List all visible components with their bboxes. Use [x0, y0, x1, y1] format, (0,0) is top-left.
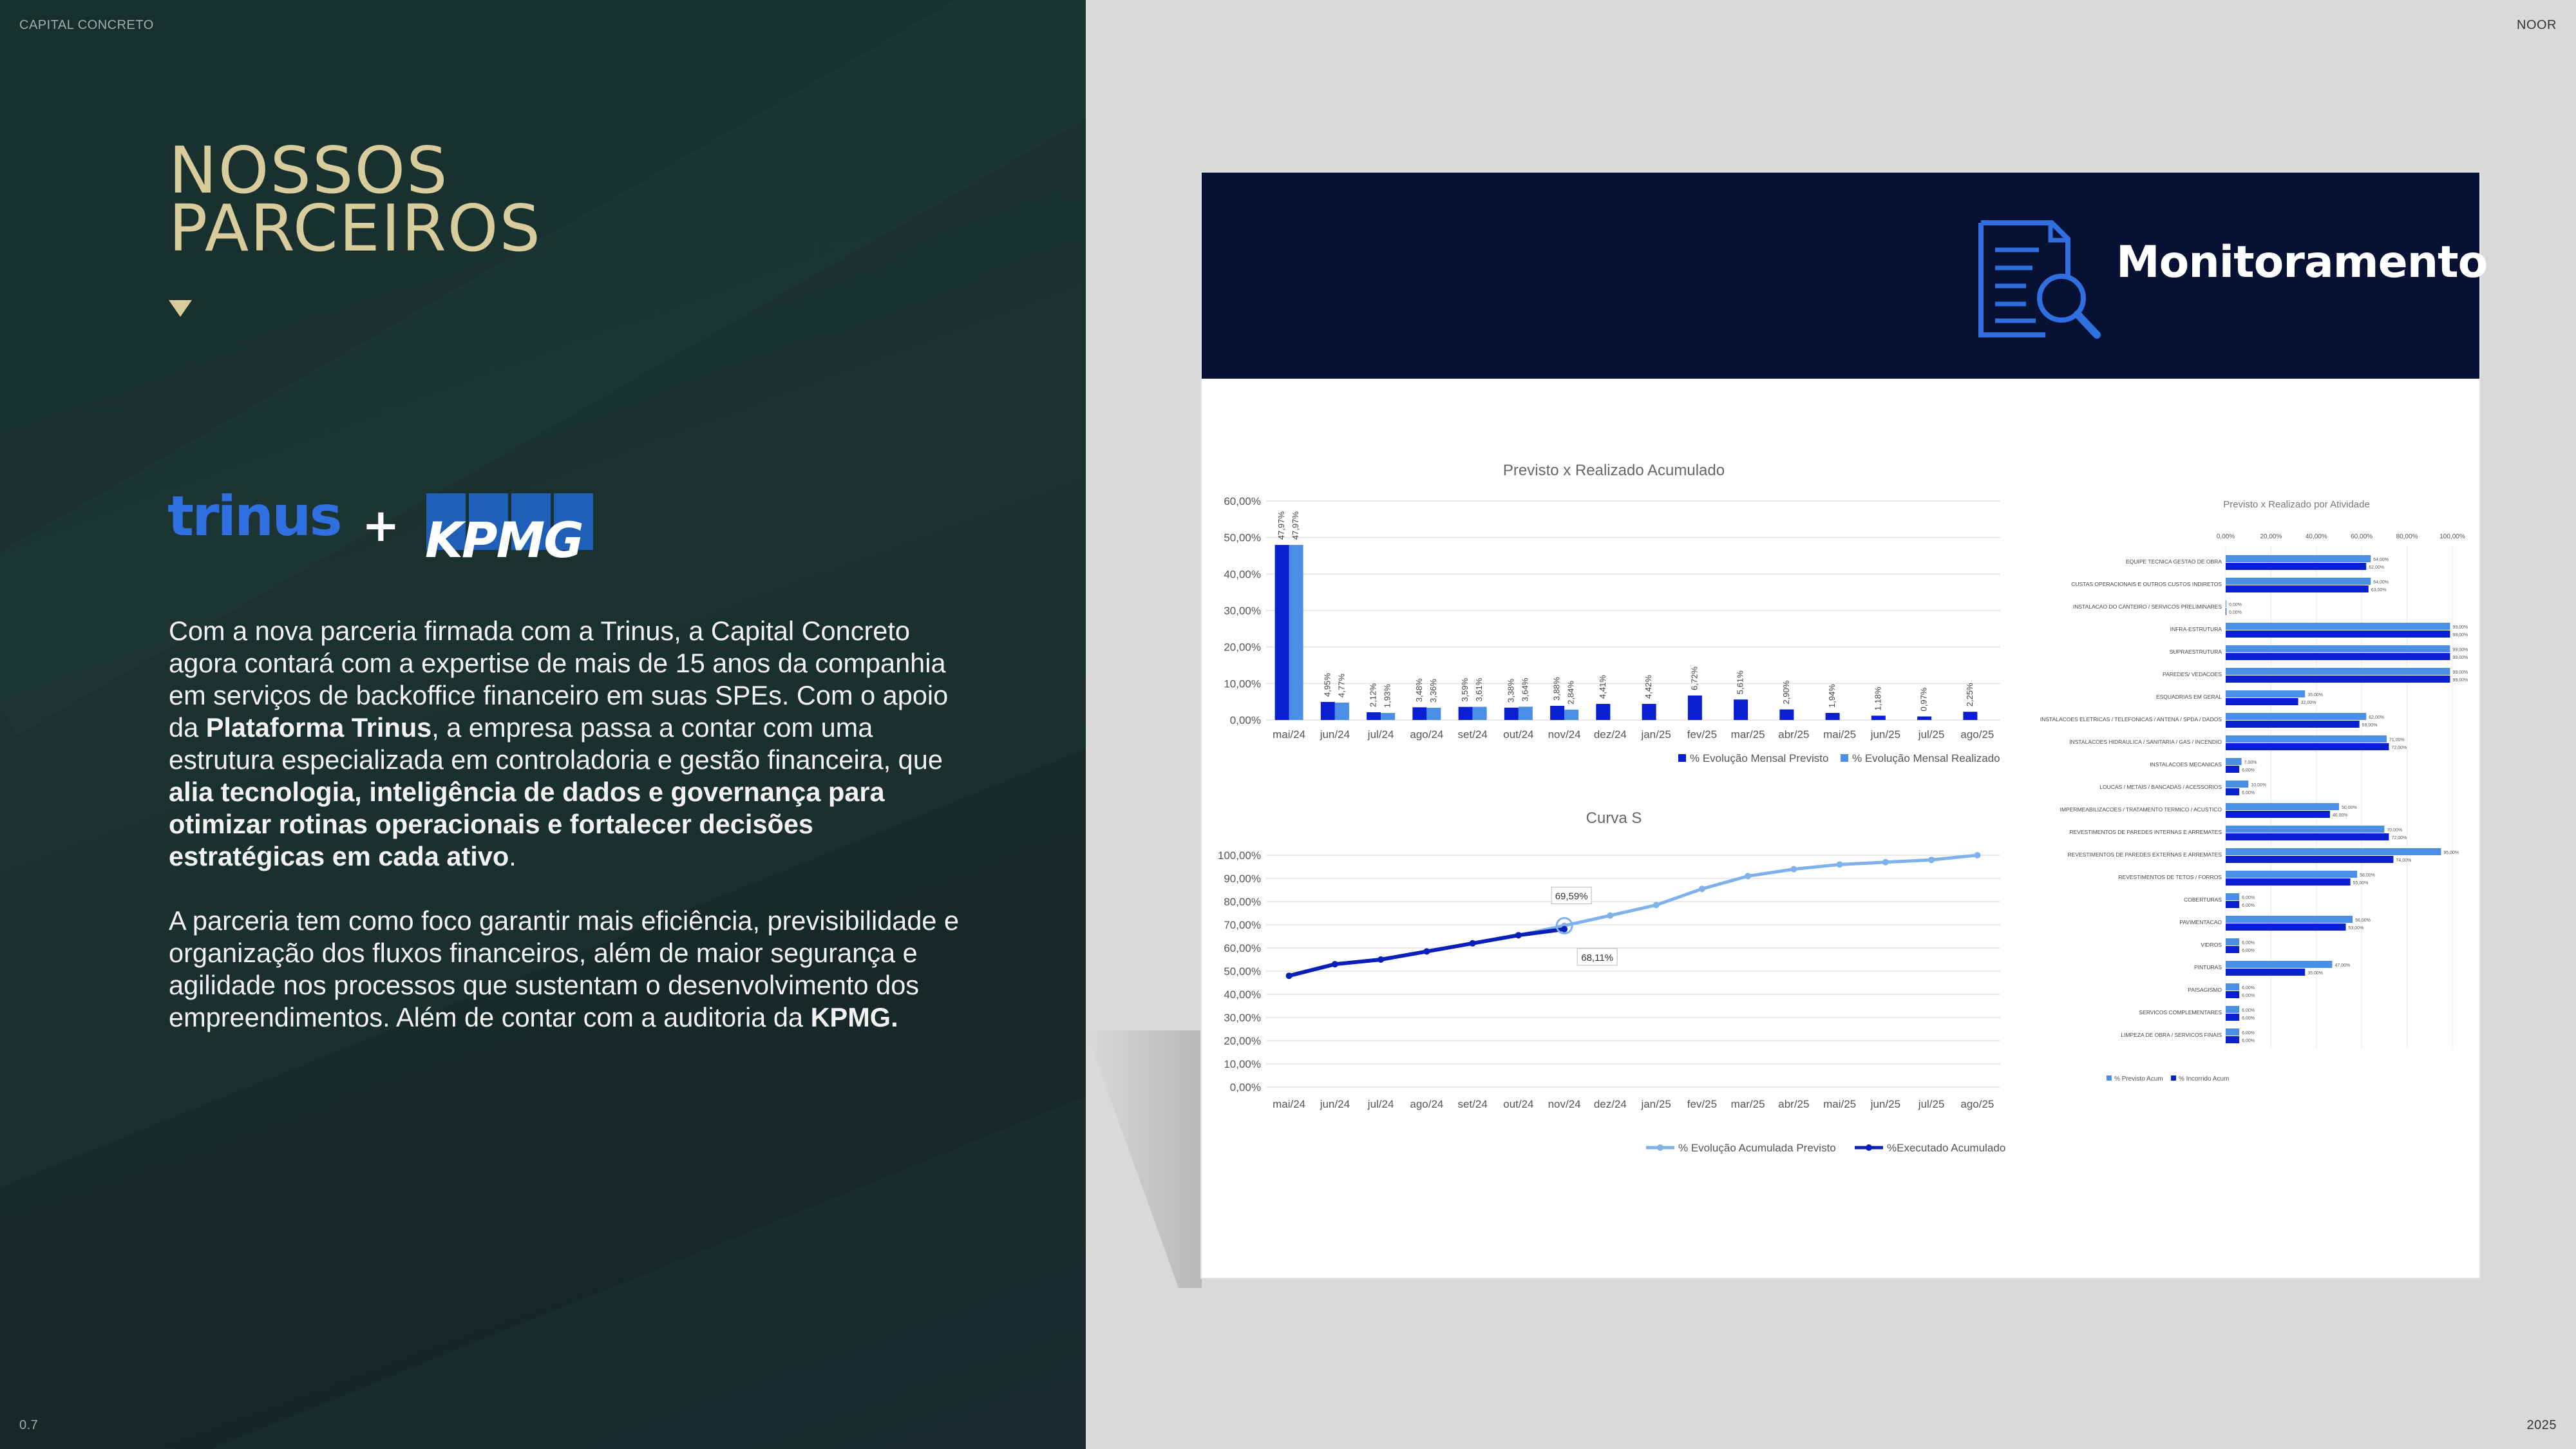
data-label: 3,61%	[1474, 677, 1484, 702]
data-label: 5,61%	[1735, 670, 1745, 695]
data-label: 46,00%	[2332, 813, 2348, 818]
x-tick-label: ago/25	[1960, 1098, 1994, 1110]
data-label: 10,00%	[2251, 783, 2266, 788]
data-label: 62,00%	[2369, 565, 2384, 570]
brand-label: CAPITAL CONCRETO	[19, 18, 154, 32]
data-point	[1790, 866, 1797, 873]
data-label: 6,00%	[2242, 1031, 2255, 1036]
y-tick-label: 20,00%	[1224, 1035, 1261, 1047]
x-tick-label: fev/25	[1687, 728, 1718, 741]
category-label: INSTALACAO DO CANTEIRO / SERVICOS PRELIMINARES	[2072, 603, 2222, 610]
bar	[2226, 803, 2339, 810]
bar	[2226, 901, 2239, 908]
data-label: 95,00%	[2443, 851, 2459, 855]
y-tick-label: 50,00%	[1224, 531, 1261, 544]
data-point	[1974, 852, 1980, 858]
bar	[1335, 703, 1349, 720]
data-label: 32,00%	[2300, 701, 2316, 705]
y-tick-label: 40,00%	[1224, 568, 1261, 581]
category-label: COBERTURAS	[2184, 896, 2222, 903]
bar-chart-previsto-realizado	[1202, 456, 2013, 791]
data-label: 6,00%	[2242, 949, 2255, 953]
data-label: 1,94%	[1827, 684, 1837, 708]
category-label: REVESTIMENTOS DE PAREDES EXTERNAS E ARREMATES	[2067, 851, 2222, 858]
bar	[1688, 696, 1702, 720]
data-label: 6,00%	[2242, 994, 2255, 998]
data-label: 74,00%	[2396, 858, 2412, 863]
bar	[2226, 735, 2387, 743]
bar	[2226, 946, 2239, 953]
data-label: 59,00%	[2362, 723, 2378, 728]
bar	[2226, 578, 2371, 585]
x-tick-label: 80,00%	[2396, 533, 2418, 540]
card-header	[1202, 173, 2488, 379]
bar	[2226, 630, 2450, 638]
data-label: 63,00%	[2371, 588, 2387, 592]
category-label: CUSTAS OPERACIONAIS E OUTROS CUSTOS INDIRETOS	[2071, 581, 2222, 587]
category-label: PAISAGISMO	[2188, 987, 2222, 993]
bar	[2226, 916, 2353, 923]
paragraph-text: Com a nova parceria firmada com a Trinus, a Capital Concreto agora contará com a expertise de mais de 15 anos da companhia em serviços de backoffice financeiro em suas SPEs. Com o apoio da	[169, 616, 949, 743]
x-tick-label: 60,00%	[2351, 533, 2373, 540]
bar	[1596, 704, 1610, 720]
monitoring-card	[1200, 171, 2488, 1279]
bar	[1504, 708, 1519, 720]
legend-label: % Incorrido Acum	[2179, 1075, 2230, 1083]
legend-label: % Evolução Acumulada Previsto	[1678, 1142, 1836, 1154]
title-line-2: PARCEIROS	[169, 191, 542, 266]
x-tick-label: jul/24	[1367, 1098, 1394, 1110]
x-tick-label: mar/25	[1730, 1098, 1765, 1110]
data-label: 56,00%	[2355, 918, 2371, 923]
bar	[2226, 961, 2332, 968]
bar	[2226, 938, 2239, 945]
bar	[1734, 699, 1748, 720]
category-label: EQUIPE TECNICA GESTAO DE OBRA	[2126, 558, 2222, 565]
bar	[2226, 1014, 2239, 1021]
bar	[2226, 1036, 2239, 1043]
bar	[1564, 710, 1578, 720]
data-label: 47,97%	[1291, 511, 1301, 540]
data-label: 99,00%	[2452, 625, 2468, 630]
data-point	[1561, 926, 1567, 933]
legend-marker	[1657, 1144, 1663, 1151]
data-label: 0,00%	[2229, 603, 2242, 607]
paragraph-1	[169, 615, 967, 873]
data-label: 4,95%	[1322, 673, 1332, 697]
line-chart-curva-s	[1202, 804, 2013, 1164]
bar	[1367, 712, 1381, 720]
data-point	[1653, 902, 1660, 908]
bar	[2226, 713, 2366, 720]
bar	[1275, 545, 1289, 720]
data-point	[1470, 940, 1476, 947]
data-point	[1699, 886, 1705, 892]
y-tick-label: 60,00%	[1224, 495, 1261, 507]
data-label: 58,00%	[2360, 873, 2375, 878]
category-label: PINTURAS	[2194, 964, 2222, 971]
bar	[1550, 706, 1564, 720]
data-label: 72,00%	[2391, 836, 2407, 840]
annotation-label: 69,59%	[1555, 891, 1588, 902]
title-line-1: NOSSOS	[169, 133, 449, 208]
bar	[2226, 811, 2330, 818]
paragraph-text: .	[509, 841, 516, 871]
x-tick-label: mar/25	[1730, 728, 1765, 741]
x-tick-label: jun/25	[1870, 1098, 1901, 1110]
bar	[1321, 702, 1335, 720]
category-label: REVESTIMENTOS DE PAREDES INTERNAS E ARREMATES	[2069, 829, 2222, 835]
bar	[2226, 585, 2369, 592]
data-label: 6,00%	[2242, 896, 2255, 900]
bar	[1963, 712, 1977, 720]
category-label: IMPERMEABILIZACOES / TRATAMENTO TERMICO / ACUSTICO	[2060, 806, 2222, 813]
data-label: 3,59%	[1460, 677, 1470, 702]
data-label: 35,00%	[2307, 693, 2323, 697]
x-tick-label: 0,00%	[2216, 533, 2235, 540]
x-tick-label: jun/25	[1870, 728, 1901, 741]
data-label: 1,18%	[1873, 687, 1883, 711]
bar	[2226, 743, 2389, 750]
chart-title: Curva S	[1586, 810, 1642, 827]
x-tick-label: dez/24	[1593, 728, 1627, 741]
category-label: SUPRAESTRUTURA	[2169, 649, 2222, 655]
bar	[2226, 848, 2441, 855]
category-label: PAREDES/ VEDACOES	[2163, 671, 2222, 677]
data-label: 4,77%	[1336, 674, 1347, 697]
bar	[2226, 721, 2360, 728]
paragraph-text: , a empresa passa a contar com uma estrutura especializada em controladoria e gestão financeira, que	[169, 712, 943, 775]
data-point	[1423, 948, 1430, 954]
data-label: 50,00%	[2342, 806, 2357, 810]
x-tick-label: nov/24	[1548, 728, 1581, 741]
category-label: LOUCAS / METAIS / BANCADAS / ACESSORIOS	[2099, 784, 2222, 790]
data-label: 3,48%	[1414, 678, 1424, 703]
bar	[2226, 983, 2239, 990]
x-tick-label: jan/25	[1641, 1098, 1671, 1110]
category-label: REVESTIMENTOS DE TETOS / FORROS	[2118, 874, 2222, 880]
x-tick-label: jul/25	[1918, 1098, 1945, 1110]
paragraph-text: A parceria tem como foco garantir mais eficiência, previsibilidade e organização dos fluxos financeiros, além de maior segurança e agilidade nos processos que sustentam o desenvolvimento dos empreendimentos. Além de contar com a auditoria da	[169, 905, 960, 1032]
data-point	[1882, 859, 1889, 866]
bar	[2226, 969, 2305, 976]
x-tick-label: ago/24	[1410, 1098, 1444, 1110]
y-tick-label: 80,00%	[1224, 896, 1261, 908]
x-tick-label: abr/25	[1778, 728, 1810, 741]
data-label: 4,42%	[1643, 675, 1654, 699]
bar	[2226, 698, 2298, 705]
data-label: 2,84%	[1566, 681, 1576, 705]
y-tick-label: 60,00%	[1224, 942, 1261, 954]
data-label: 0,00%	[2229, 611, 2242, 615]
data-point	[1607, 913, 1613, 919]
data-label: 2,90%	[1781, 680, 1791, 705]
legend-label: % Previsto Acum	[2114, 1075, 2163, 1083]
bar	[2226, 1006, 2239, 1013]
bar	[1426, 708, 1441, 720]
data-label: 99,00%	[2452, 648, 2468, 652]
kpmg-logo	[424, 493, 592, 569]
data-point	[1286, 972, 1293, 979]
bar	[2226, 690, 2305, 697]
triangle-down-icon	[169, 300, 192, 317]
y-tick-label: 50,00%	[1224, 965, 1261, 978]
paragraph-bold: KPMG.	[810, 1002, 898, 1032]
data-label: 55,00%	[2353, 881, 2369, 886]
category-label: INSTALACOES ELETRICAS / TELEFONICAS / ANTENA / SPDA / DADOS	[2040, 716, 2222, 723]
x-tick-label: abr/25	[1778, 1098, 1810, 1110]
data-label: 64,00%	[2373, 558, 2389, 562]
data-label: 6,00%	[2242, 1039, 2255, 1043]
kpmg-logo-text: KPMG	[425, 511, 583, 569]
bar	[1642, 704, 1656, 720]
data-label: 64,00%	[2373, 580, 2389, 585]
bar	[2226, 991, 2239, 998]
x-tick-label: set/24	[1457, 1098, 1488, 1110]
y-tick-label: 90,00%	[1224, 873, 1261, 885]
data-label: 6,72%	[1689, 667, 1700, 690]
y-tick-label: 70,00%	[1224, 919, 1261, 931]
card-title: Monitoramento	[2116, 237, 2488, 288]
bar	[1871, 715, 1886, 720]
report-magnifier-icon	[1975, 218, 2103, 340]
hbar-chart-atividades	[2026, 495, 2477, 1087]
data-label: 3,88%	[1551, 677, 1562, 701]
data-point	[1378, 956, 1384, 963]
data-label: 0,97%	[1918, 687, 1929, 712]
x-tick-label: jun/24	[1320, 1098, 1350, 1110]
bar	[2226, 758, 2242, 765]
data-label: 1,93%	[1382, 684, 1392, 708]
data-label: 6,00%	[2242, 1016, 2255, 1021]
legend-swatch	[1678, 754, 1686, 762]
legend-swatch	[2107, 1075, 2112, 1081]
x-tick-label: out/24	[1503, 1098, 1534, 1110]
category-label: VIDROS	[2201, 942, 2222, 948]
x-tick-label: dez/24	[1593, 1098, 1627, 1110]
y-tick-label: 10,00%	[1224, 677, 1261, 690]
bar	[2226, 788, 2239, 795]
legend-swatch	[2171, 1075, 2176, 1081]
data-label: 71,00%	[2389, 738, 2405, 743]
legend-swatch	[1841, 754, 1848, 762]
data-point	[1332, 961, 1338, 967]
data-label: 99,00%	[2452, 633, 2468, 638]
x-tick-label: out/24	[1503, 728, 1534, 741]
legend-label: % Evolução Mensal Realizado	[1852, 752, 2000, 764]
page-title	[169, 133, 542, 266]
category-label: LIMPEZA DE OBRA / SERVICOS FINAIS	[2121, 1032, 2222, 1038]
data-label: 6,00%	[2242, 1009, 2255, 1013]
trinus-logo: trinus	[167, 484, 341, 549]
data-label: 6,00%	[2242, 904, 2255, 908]
annotation-label: 68,11%	[1581, 952, 1614, 963]
data-label: 47,00%	[2334, 963, 2351, 968]
bar	[2226, 1028, 2239, 1036]
bar	[1826, 713, 1840, 720]
x-tick-label: ago/24	[1410, 728, 1444, 741]
y-tick-label: 30,00%	[1224, 605, 1261, 617]
y-tick-label: 40,00%	[1224, 989, 1261, 1001]
y-tick-label: 10,00%	[1224, 1058, 1261, 1070]
bar	[2226, 766, 2239, 773]
bar	[2226, 826, 2384, 833]
category-label: PAVIMENTACAO	[2179, 919, 2222, 925]
bar	[2226, 668, 2450, 675]
paragraph-2	[169, 905, 967, 1034]
x-tick-label: jun/24	[1320, 728, 1350, 741]
card-shadow	[1086, 1030, 1202, 1288]
category-label: INSTALACOES HIDRAULICA / SANITARIA / GAS / INCENDIO	[2069, 739, 2222, 745]
bar	[1381, 713, 1395, 720]
data-label: 6,00%	[2242, 941, 2255, 945]
page-number: 0.7	[19, 1418, 39, 1432]
author-label: NOOR	[2517, 18, 2557, 32]
x-tick-label: 40,00%	[2305, 533, 2327, 540]
data-label: 99,00%	[2452, 656, 2468, 660]
y-tick-label: 0,00%	[1229, 714, 1261, 726]
chart-title: Previsto x Realizado por Atividade	[2223, 499, 2370, 510]
data-label: 6,00%	[2242, 986, 2255, 990]
legend-label: % Evolução Mensal Previsto	[1690, 752, 1829, 764]
data-label: 3,38%	[1506, 678, 1516, 703]
x-tick-label: fev/25	[1687, 1098, 1718, 1110]
category-label: INSTALACOES MECANICAS	[2150, 761, 2222, 768]
bar	[2226, 871, 2357, 878]
paragraph-bold: Plataforma Trinus	[205, 712, 432, 743]
x-tick-label: jul/24	[1367, 728, 1394, 741]
bar	[2226, 623, 2450, 630]
data-label: 35,00%	[2307, 971, 2323, 976]
bar	[1459, 707, 1473, 720]
chart-title: Previsto x Realizado Acumulado	[1502, 462, 1725, 479]
data-label: 2,25%	[1964, 683, 1975, 707]
data-label: 53,00%	[2348, 926, 2364, 931]
category-label: INFRA-ESTRUTURA	[2170, 626, 2222, 632]
bar	[1917, 717, 1931, 720]
bar	[2226, 645, 2450, 652]
bar	[1519, 706, 1533, 720]
bar	[2226, 856, 2393, 863]
bar	[2226, 893, 2239, 900]
data-label: 62,00%	[2369, 715, 2384, 720]
bar	[2226, 555, 2371, 562]
y-tick-label: 100,00%	[1217, 849, 1261, 862]
category-label: ESQUADRIAS EM GERAL	[2155, 694, 2222, 700]
x-tick-label: mai/25	[1823, 728, 1857, 741]
data-point	[1928, 857, 1935, 863]
y-tick-label: 30,00%	[1224, 1012, 1261, 1024]
x-tick-label: 20,00%	[2260, 533, 2282, 540]
data-label: 47,97%	[1276, 511, 1287, 540]
bar	[2226, 676, 2450, 683]
bar	[2226, 653, 2450, 660]
data-label: 3,36%	[1428, 679, 1438, 703]
legend-label: %Executado Acumulado	[1887, 1142, 2006, 1154]
bar	[1473, 707, 1487, 720]
x-tick-label: ago/25	[1960, 728, 1994, 741]
x-tick-label: mai/25	[1823, 1098, 1857, 1110]
legend-marker	[1866, 1144, 1872, 1151]
data-label: 99,00%	[2452, 678, 2468, 683]
y-tick-label: 0,00%	[1229, 1081, 1261, 1094]
bar	[2226, 781, 2248, 788]
data-label: 70,00%	[2387, 828, 2403, 833]
data-label: 6,00%	[2242, 791, 2255, 795]
data-label: 6,00%	[2242, 768, 2255, 773]
bar	[1779, 710, 1794, 720]
data-point	[1515, 932, 1522, 938]
bar	[1412, 707, 1426, 720]
bar	[2226, 563, 2366, 570]
data-label: 4,41%	[1597, 675, 1607, 699]
data-point	[1745, 873, 1751, 879]
data-label: 2,12%	[1368, 683, 1378, 707]
data-point	[1837, 861, 1843, 867]
paragraph-bold: alia tecnologia, inteligência de dados e governança para otimizar rotinas operacionais e fortalecer decisões estratégicas em cada ativo	[169, 777, 885, 871]
data-label: 99,00%	[2452, 670, 2468, 675]
category-label: SERVICOS COMPLEMENTARES	[2139, 1009, 2222, 1016]
data-label: 3,64%	[1520, 677, 1530, 702]
plus-sign: +	[362, 499, 400, 552]
x-tick-label: 100,00%	[2439, 533, 2465, 540]
bar	[2226, 923, 2346, 931]
x-tick-label: set/24	[1457, 728, 1488, 741]
bar	[2226, 878, 2351, 886]
y-tick-label: 20,00%	[1224, 641, 1261, 654]
x-tick-label: jul/25	[1918, 728, 1945, 741]
data-label: 72,00%	[2391, 746, 2407, 750]
bar	[2226, 833, 2389, 840]
year-label: 2025	[2526, 1418, 2557, 1432]
x-tick-label: mai/24	[1273, 1098, 1306, 1110]
data-label: 7,00%	[2244, 761, 2257, 765]
bar	[1289, 545, 1303, 720]
x-tick-label: nov/24	[1548, 1098, 1581, 1110]
x-tick-label: mai/24	[1273, 728, 1306, 741]
x-tick-label: jan/25	[1641, 728, 1671, 741]
